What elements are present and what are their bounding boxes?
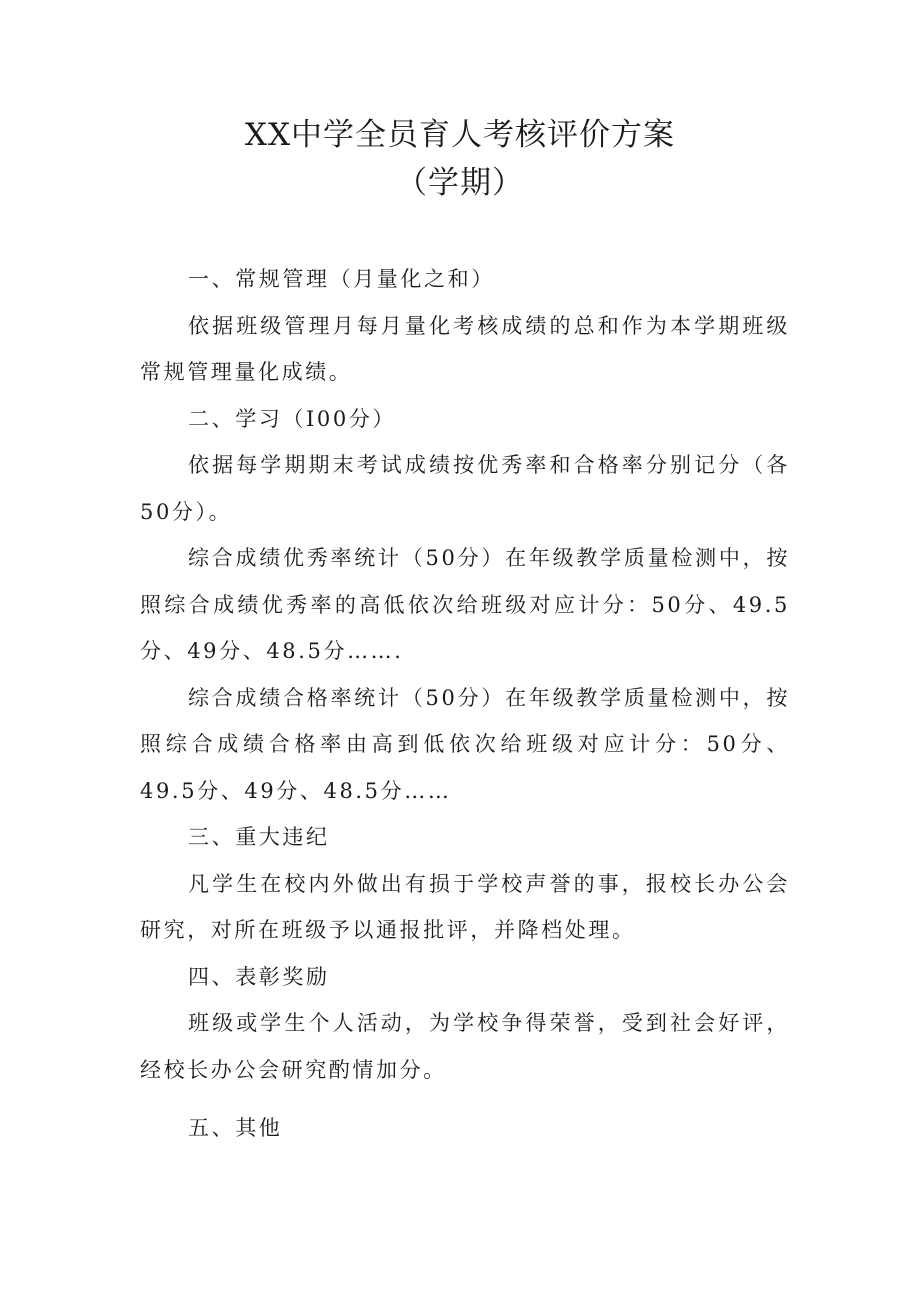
document-body [140, 256, 790, 1152]
document-title: XX中学全员育人考核评价方案 [244, 117, 676, 153]
paragraph-commendation: 班级或学生个人活动，为学校争得荣誉，受到社会好评，经校长办公会研究酌情加分。 [140, 1011, 790, 1082]
paragraph-routine-management: 依据班级管理月每月量化考核成绩的总和作为本学期班级常规管理量化成绩。 [140, 313, 790, 384]
document-subtitle: （学期） [396, 165, 524, 201]
section-heading-study: 二、学习（I00分） [188, 406, 397, 431]
section-heading-commendation: 四、表彰奖励 [188, 964, 330, 989]
paragraph-study-scoring: 依据每学期期末考试成绩按优秀率和合格率分别记分（各 50分）。 [140, 453, 790, 524]
paragraph-pass-rate: 综合成绩合格率统计（50分）在年级教学质量检测中，按照综合成绩合格率由高到低依次给班级对应计分：50分、49.5分、49分、48.5分…… [140, 685, 790, 803]
section-heading-routine-management: 一、常规管理（月量化之和） [188, 267, 495, 291]
paragraph-major-violation: 凡学生在校内外做出有损于学校声誉的事，报校长办公会研究，对所在班级予以通报批评，并降档处理。 [140, 871, 790, 942]
section-heading-major-violation: 三、重大违纪 [188, 825, 330, 849]
section-heading-other: 五、其他 [188, 1116, 283, 1140]
paragraph-excellence-rate: 综合成绩优秀率统计（50分）在年级教学质量检测中，按照综合成绩优秀率的高低依次给班级对应计分：50分、49.5分、49分、48.5分……. [140, 546, 790, 663]
